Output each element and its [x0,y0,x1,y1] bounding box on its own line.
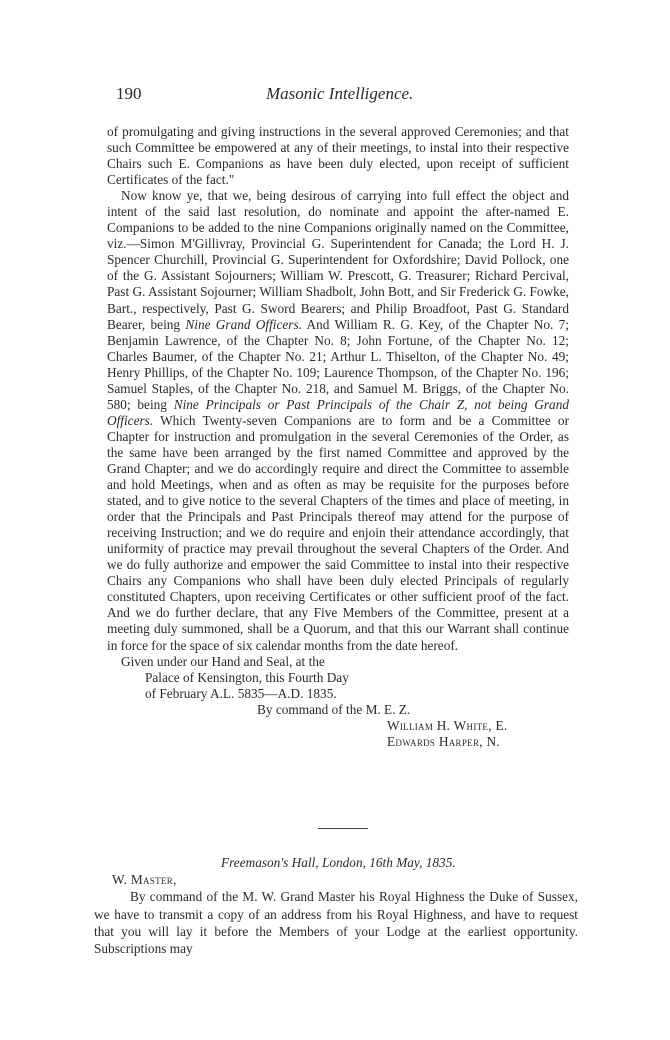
given-line-2: Palace of Kensington, this Fourth Day [145,669,349,685]
letter-salutation: W. Master, [112,872,177,888]
signature-white: William H. White, E. [387,717,508,733]
appointment-text-b: And William R. G. Key, of the Chapter No. 7; Benjamin Lawrence, of the Chapter No. 8; John Fortune, of the Chapter No. 12; Charles Baumer, of the Chapter No. 21; Arthur L. Thiselton, of the Chapter No. 49; Henry Phillips, of the Chapter No. 109; Laurence Thompson, of the Chapter No. 196; Samuel Staples, of the Chapter No. 218, and Samuel M. Briggs, of the Chapter No. 580; being [107,316,569,412]
signature-harper: Edwards Harper, N. [387,733,501,749]
appointment-text-a: Now know ye, that we, being desirous of carrying into full effect the object and intent of the said last resolution, do nominate and appoint the after-named E. Companions to be added to the nine Companions originally named on the Committee, viz.—Simon M'Gillivray, Provincial G. Superintendent for Canada; the Lord H. J. Spencer Churchill, Provincial G. Superintendent for Oxfordshire; David Pollock, one of the G. Assistant Sojourners; William W. Prescott, G. Treasurer; Richard Percival, Past G. Assistant Sojourner; William Shadbolt, John Bott, and Sir Frederick G. Fowke, Bart., respectively, Past G. Sword Bearers; and Philip Broadfoot, Past G. Standard Bearer, being [107,188,570,332]
given-line-1: Given under our Hand and Seal, at the [121,653,325,669]
appointment-italic-principals: Nine Principals or Past Principals of the Chair Z, not being Grand Officers. [107,396,569,428]
running-head: Masonic Intelligence. [266,84,414,103]
command-line: By command of the M. E. Z. [257,701,411,717]
letter-dateline: Freemason's Hall, London, 16th May, 1835. [221,855,456,870]
paragraph-resolution-end: of promulgating and giving instructions in the several approved Ceremonies; and that such Committee be empowered at any of their meetings, to instal into their respective Chairs such E. Companions as have been duly elected, upon receipt of sufficient Certificates of the fact." [107,124,569,188]
warrant-text [107,124,569,750]
page-number: 190 [116,84,142,103]
paragraph-appointment [107,188,569,653]
appointment-italic-grand-officers: Nine Grand Officers. [185,316,302,332]
letter-section [94,854,578,957]
letter-body: By command of the M. W. Grand Master his Royal Highness the Duke of Sussex, we have to transmit a copy of an address from his Royal Highness, and have to request that you will lay it before the Members of your Lodge at the earliest opportunity. Subscriptions may [94,889,578,957]
appointment-text-c: Which Twenty-seven Companions are to form and be a Committee or Chapter for instruction and promulgation in the several Ceremonies of the Order, as the same have been arranged by the first named Committee and approved by the Grand Chapter; and we do accordingly require and direct the Committee to assemble and hold Meetings, when and as often as may be requisite for the purposes before stated, and to give notice to the several Chapters of the times and place of meeting, in order that the Principals and Past Principals thereof may attend for the purpose of receiving Instruction; and we do require and enjoin their attendance accordingly, that uniformity of practice may prevail throughout the several Chapters of the Order. And we do fully authorize and empower the said Committee to instal into their respective Chairs any Companions who shall have been duly elected Principals of regularly constituted Chapters, upon receiving Certificates or other sufficient proof of the fact. And we do further declare, that any Five Members of the Committee, present at a meeting duly summoned, shall be a Quorum, and that this our Warrant shall continue in force for the space of six calendar months from the date hereof. [107,412,569,653]
page-header [116,84,616,108]
given-line-3: of February A.L. 5835—A.D. 1835. [145,685,337,701]
section-divider [318,828,368,829]
